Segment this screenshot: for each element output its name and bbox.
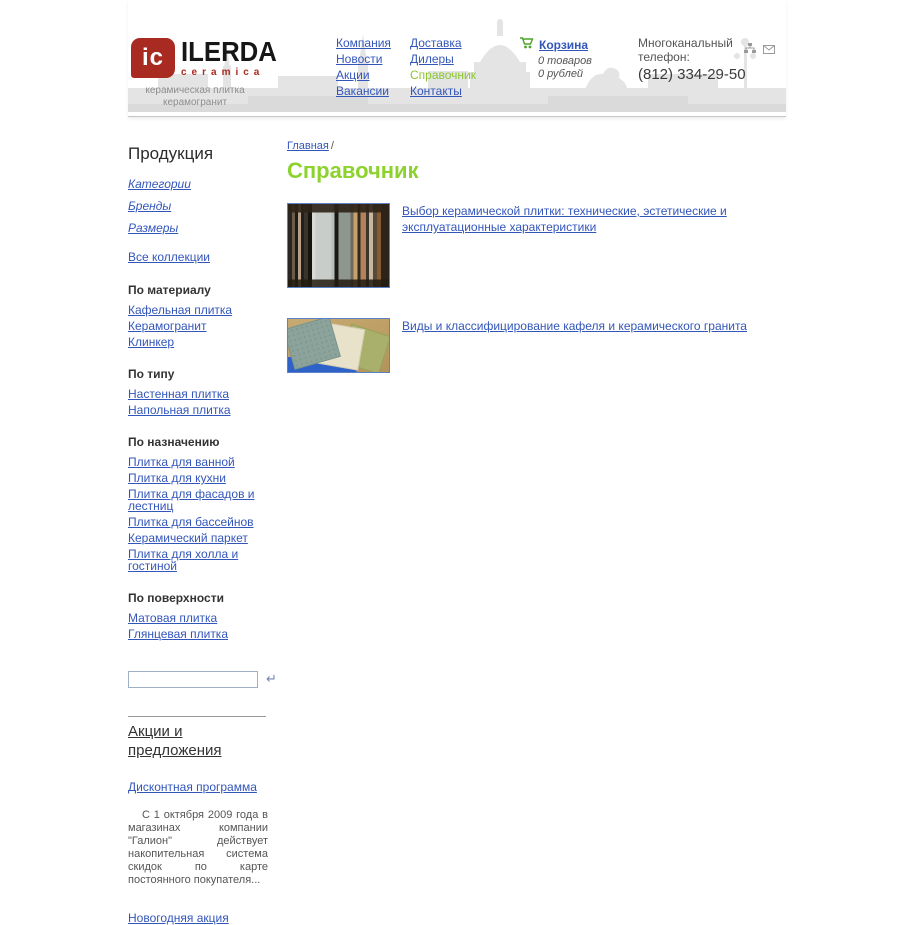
search-input[interactable] [128,671,258,688]
nav-item-reference-active[interactable]: Справочник [410,68,476,82]
sidebar-item-kitchen-tile[interactable]: Плитка для кухни [128,471,226,485]
logo-icon: ic [131,38,175,78]
cart-total: 0 рублей [538,68,584,80]
product-links [128,177,273,235]
sidebar-divider [128,716,266,717]
sitemap-icon[interactable] [744,41,756,59]
enter-arrow-icon[interactable]: ↵ [266,672,277,687]
article-link-tile-selection[interactable]: Выбор керамической плитки: технические, эстетические и эксплуатационные характеристики [402,204,727,234]
search-box [128,671,277,688]
cart-widget [520,37,592,81]
sidebar-item-ceramic-parquet[interactable]: Керамический паркет [128,531,248,545]
utility-icons [744,41,775,59]
sidebar-item-keramogranit[interactable]: Керамогранит [128,319,207,333]
article-row [287,318,787,373]
breadcrumb-separator: / [330,140,334,152]
logo-subname: ceramica [181,67,265,78]
nav-item-contacts[interactable]: Контакты [410,84,462,98]
article-row [287,203,787,288]
sidebar-item-hall-tile[interactable]: Плитка для холла и гостиной [128,547,239,573]
nav-item-promos[interactable]: Акции [336,68,370,82]
sidebar-section-surface-title: По поверхности [128,591,224,605]
sidebar-item-pool-tile[interactable]: Плитка для бассейнов [128,515,254,529]
phone-caption-line1: Многоканальный [638,36,733,50]
cart-icon [520,37,534,52]
logo-name: ILERDA [181,36,277,67]
phone-number: (812) 334-29-50 [638,66,746,83]
sidebar-item-sizes[interactable]: Размеры [128,221,179,235]
article-thumbnail-tile-samples[interactable] [287,318,390,373]
promos-offers-heading[interactable]: Акции и предложения [128,723,222,759]
sidebar-section-material-links [128,304,273,348]
sidebar-title-products: Продукция [128,144,214,163]
sidebar-item-floor-tile[interactable]: Напольная плитка [128,403,231,417]
sidebar-section-surface-links [128,612,273,640]
nav-item-delivery[interactable]: Доставка [410,36,462,50]
article-link-tile-classification[interactable]: Виды и классифицирование кафеля и керамического гранита [402,319,747,333]
sidebar-section-material-title: По материалу [128,283,211,297]
logo[interactable] [131,38,331,109]
main-content [287,140,787,373]
logo-tagline-line2: керамогранит [162,97,228,108]
cart-items-count: 0 товаров [538,55,592,67]
sidebar [128,144,277,925]
phone-caption-line2: телефон: [638,50,690,64]
sidebar-item-glossy-tile[interactable]: Глянцевая плитка [128,627,228,641]
sidebar-item-categories[interactable]: Категории [128,177,191,191]
sidebar-item-bathroom-tile[interactable]: Плитка для ванной [128,455,235,469]
nav-column-left [336,37,391,101]
new-year-promo-link[interactable]: Новогодняя акция [128,911,229,925]
article-thumbnail-showroom[interactable] [287,203,390,288]
nav-column-right [410,37,476,101]
sidebar-item-kafel[interactable]: Кафельная плитка [128,303,233,317]
nav-item-vacancies[interactable]: Вакансии [336,84,389,98]
sidebar-section-type-title: По типу [128,367,175,381]
phone-block [638,36,746,83]
breadcrumb [287,140,787,152]
header [128,0,786,117]
logo-tagline [131,85,259,109]
sidebar-section-purpose-title: По назначению [128,435,220,449]
sidebar-section-purpose-links [128,456,273,572]
nav-item-dealers[interactable]: Дилеры [410,52,454,66]
logo-tagline-line1: керамическая плитка [145,85,245,96]
promo-teaser-text: С 1 октября 2009 года в магазинах компании "Галион" действует накопительная система скидок по карте постоянного покупателя... [128,809,268,886]
sidebar-item-brands[interactable]: Бренды [128,199,172,213]
sidebar-item-wall-tile[interactable]: Настенная плитка [128,387,230,401]
sidebar-item-facade-tile[interactable]: Плитка для фасадов и лестниц [128,487,255,513]
nav-item-company[interactable]: Компания [336,36,391,50]
breadcrumb-home-link[interactable]: Главная [287,140,329,152]
sidebar-item-klinker[interactable]: Клинкер [128,335,175,349]
page-title: Справочник [287,158,419,183]
cart-link[interactable]: Корзина [539,37,589,52]
sidebar-item-all-collections[interactable]: Все коллекции [128,250,211,264]
nav-item-news[interactable]: Новости [336,52,383,66]
discount-program-link[interactable]: Дисконтная программа [128,780,257,794]
sidebar-section-type-links [128,388,273,416]
mail-icon[interactable] [763,41,775,59]
sidebar-item-matte-tile[interactable]: Матовая плитка [128,611,218,625]
